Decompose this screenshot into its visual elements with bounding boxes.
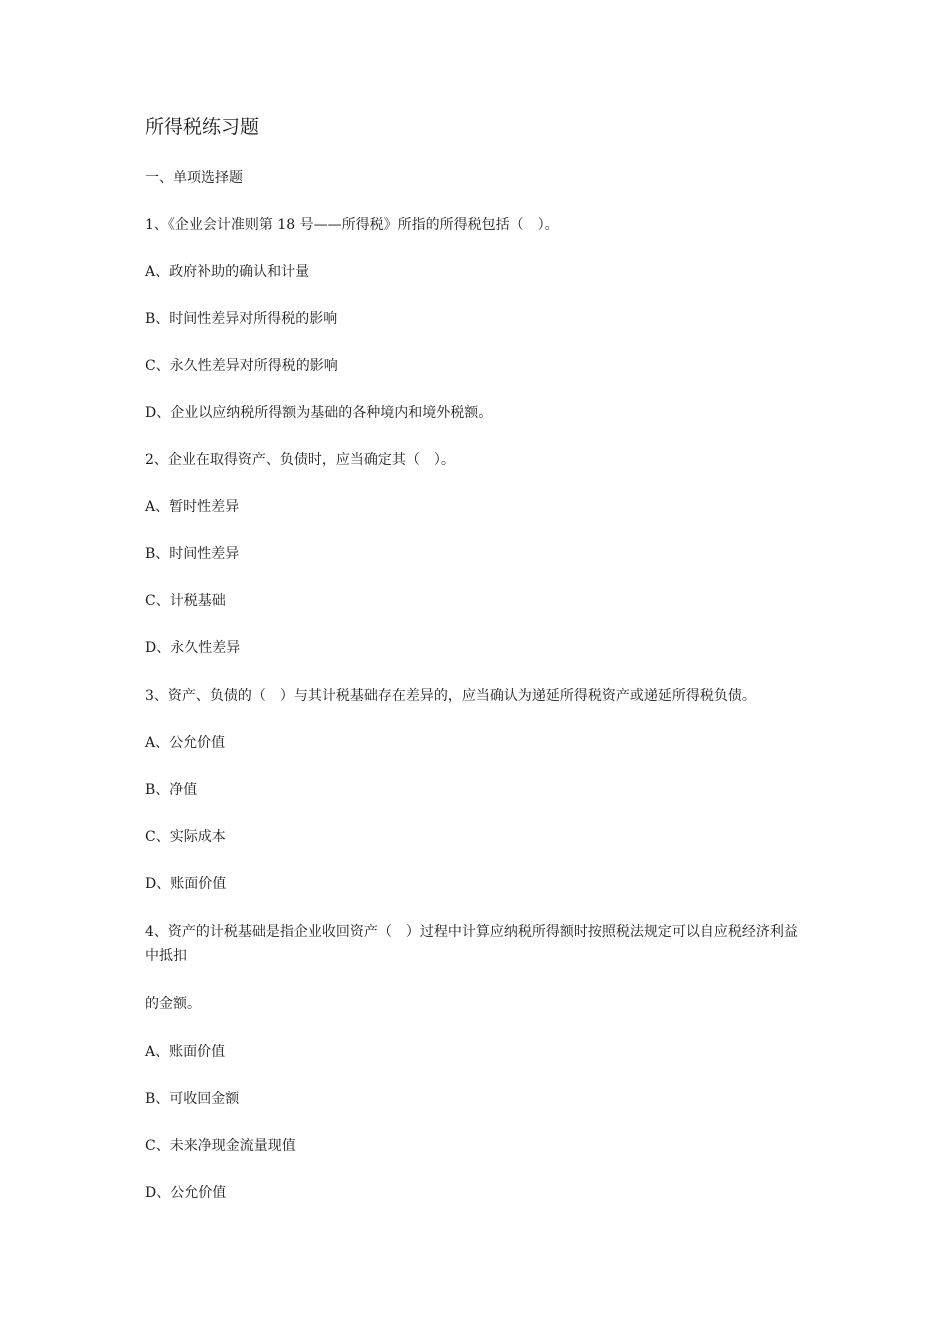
question-4-stem-line-1: 4、资产的计税基础是指企业收回资产（ ）过程中计算应纳税所得额时按照税法规定可以自应税经济利益 (145, 924, 798, 940)
question-1-option-a: A、政府补助的确认和计量 (145, 264, 310, 280)
question-2-stem: 2、企业在取得资产、负债时，应当确定其（ ）。 (145, 452, 455, 468)
question-2-option-b: B、时间性差异 (145, 546, 240, 562)
page-title: 所得税练习题 (145, 116, 260, 138)
question-4-option-b: B、可收回金额 (145, 1091, 240, 1107)
question-2-option-c: C、计税基础 (145, 593, 226, 609)
question-3-option-d: D、账面价值 (145, 876, 227, 892)
question-4-option-c: C、未来净现金流量现值 (145, 1138, 296, 1154)
question-4-stem-line-3: 的金额。 (145, 996, 201, 1012)
question-4-option-a: A、账面价值 (145, 1044, 226, 1060)
question-1-option-d: D、企业以应纳税所得额为基础的各种境内和境外税额。 (145, 405, 493, 421)
question-1-stem: 1、《企业会计准则第 18 号——所得税》所指的所得税包括（ ）。 (145, 217, 559, 233)
question-3-option-c: C、实际成本 (145, 829, 226, 845)
question-4-stem-line-2: 中抵扣 (145, 948, 187, 964)
question-3-option-a: A、公允价值 (145, 735, 226, 751)
question-2-option-d: D、永久性差异 (145, 640, 241, 656)
question-1-option-b: B、时间性差异对所得税的影响 (145, 311, 338, 327)
question-2-option-a: A、暂时性差异 (145, 499, 240, 515)
question-3-option-b: B、净值 (145, 782, 198, 798)
question-1-option-c: C、永久性差异对所得税的影响 (145, 358, 338, 374)
section-heading: 一、单项选择题 (145, 170, 243, 186)
question-3-stem: 3、资产、负债的（ ）与其计税基础存在差异的，应当确认为递延所得税资产或递延所得税负债。 (145, 688, 756, 704)
question-4-option-d: D、公允价值 (145, 1185, 227, 1201)
